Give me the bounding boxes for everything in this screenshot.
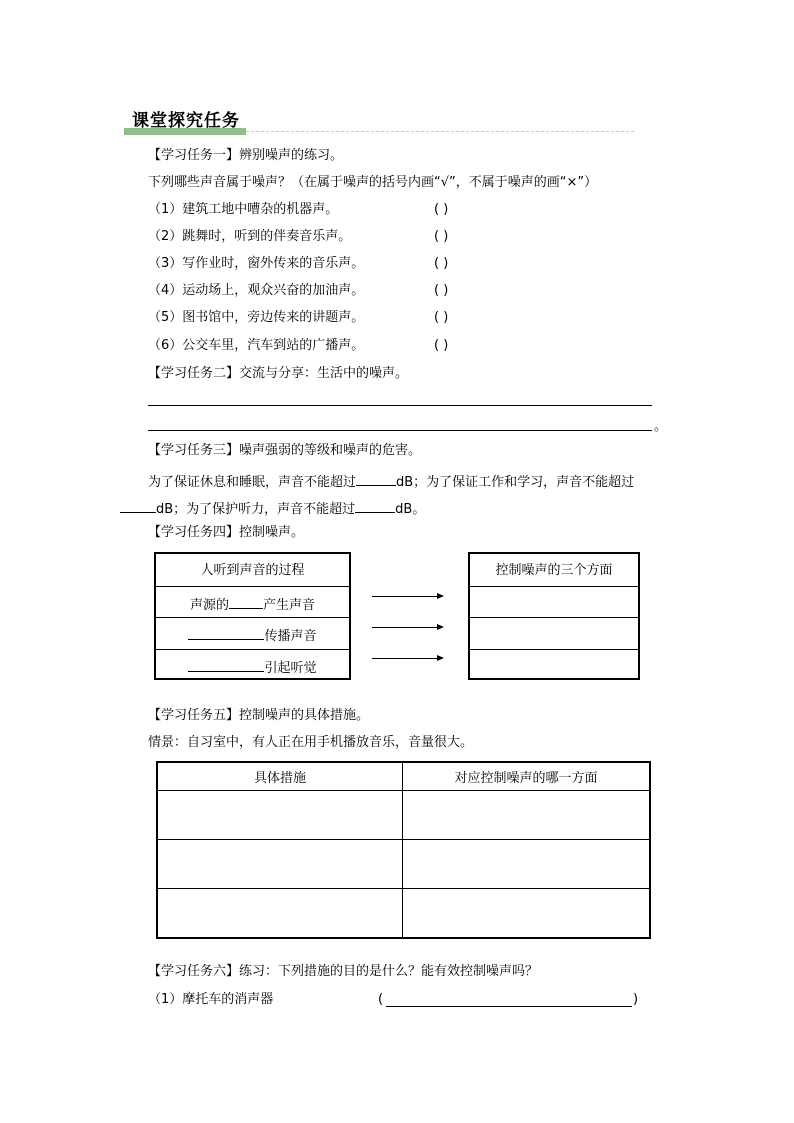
measure-cell-3[interactable] — [157, 888, 403, 938]
task3-text-unit: dB。 — [395, 502, 426, 517]
task1-question: 下列哪些声音属于噪声？（在属于噪声的括号内画“√”，不属于噪声的画“×”） — [148, 175, 598, 190]
measure-cell-1[interactable] — [157, 790, 403, 839]
task1-answer-paren-4[interactable]: ( ) — [434, 283, 449, 298]
task6-paren-close: ) — [633, 992, 639, 1007]
measures-table — [156, 761, 651, 939]
table-divider — [470, 586, 638, 587]
task1-answer-paren-2[interactable]: ( ) — [434, 229, 449, 244]
arrow-right — [372, 596, 442, 597]
task3-blank-work[interactable] — [120, 498, 156, 513]
hearing-process-header: 人听到声音的过程 — [200, 563, 305, 578]
row-ear-blank[interactable] — [188, 657, 264, 672]
noise-control-aspects-table — [468, 552, 640, 680]
section-title-divider — [246, 131, 634, 132]
noise-control-aspects-header: 控制噪声的三个方面 — [495, 563, 613, 578]
aspect-cell-3[interactable] — [403, 888, 651, 938]
task1-answer-paren-1[interactable]: ( ) — [434, 202, 449, 217]
task2-heading: 【学习任务二】交流与分享：生活中的噪声。 — [148, 366, 409, 381]
hearing-process-row-ear — [156, 657, 349, 678]
row-medium-text: 传播声音 — [264, 629, 317, 644]
task3-blank-hearing[interactable] — [355, 498, 395, 513]
measure-cell-2[interactable] — [157, 839, 403, 888]
hearing-process-row-source — [156, 594, 349, 615]
table-divider — [470, 617, 638, 618]
hearing-process-row-medium — [156, 625, 349, 646]
task1-item-1: （1）建筑工地中嘈杂的机器声。 — [148, 202, 339, 217]
task1-heading: 【学习任务一】辨别噪声的练习。 — [148, 148, 344, 163]
task1-item-3: （3）写作业时，窗外传来的音乐声。 — [148, 256, 365, 271]
task3-heading: 【学习任务三】噪声强弱的等级和噪声的危害。 — [148, 443, 422, 458]
section-title: 课堂探究任务 — [132, 111, 240, 131]
row-source-text: 声源的 — [189, 598, 229, 613]
table-divider — [156, 586, 349, 587]
task1-item-2: （2）跳舞时，听到的伴奏音乐声。 — [148, 229, 352, 244]
task3-text-work: dB；为了保证工作和学习，声音不能超过 — [396, 475, 635, 490]
aspect-col-header: 对应控制噪声的哪一方面 — [403, 762, 651, 790]
task2-answer-line-1[interactable] — [148, 405, 652, 406]
task5-scenario: 情景：自习室中，有人正在用手机播放音乐，音量很大。 — [148, 735, 474, 750]
aspect-cell-1[interactable] — [403, 790, 651, 839]
task2-end-mark: 。 — [654, 419, 668, 434]
table-divider — [156, 649, 349, 650]
task3-text-hearing: dB；为了保护听力，声音不能超过 — [156, 502, 356, 517]
task6-answer-line-1[interactable] — [386, 1006, 632, 1007]
task3-line-2 — [120, 498, 425, 519]
measures-col-header: 具体措施 — [157, 762, 403, 790]
hearing-process-table — [154, 552, 351, 680]
table-divider — [156, 617, 349, 618]
task6-item-1: （1）摩托车的消声器 — [148, 992, 274, 1007]
task1-answer-paren-3[interactable]: ( ) — [434, 256, 449, 271]
task2-answer-line-2[interactable] — [148, 430, 652, 431]
task1-item-5: （5）图书馆中，旁边传来的讲题声。 — [148, 310, 365, 325]
row-ear-text: 引起听觉 — [264, 661, 317, 676]
task1-answer-paren-5[interactable]: ( ) — [434, 310, 449, 325]
task1-item-4: （4）运动场上，观众兴奋的加油声。 — [148, 283, 365, 298]
task4-heading: 【学习任务四】控制噪声。 — [148, 525, 305, 540]
row-source-blank[interactable] — [229, 594, 263, 609]
row-medium-blank[interactable] — [188, 625, 264, 640]
table-divider — [470, 649, 638, 650]
row-source-text-end: 产生声音 — [263, 598, 316, 613]
arrow-right — [372, 627, 442, 628]
task5-heading: 【学习任务五】控制噪声的具体措施。 — [148, 708, 370, 723]
task6-heading: 【学习任务六】练习：下列措施的目的是什么？能有效控制噪声吗？ — [148, 964, 539, 979]
task1-answer-paren-6[interactable]: ( ) — [434, 338, 449, 353]
task3-text-sleep: 为了保证休息和睡眠，声音不能超过 — [148, 475, 357, 490]
task6-paren-open: ( — [378, 992, 384, 1007]
task3-blank-sleep[interactable] — [356, 471, 396, 486]
task3-line-1 — [148, 471, 634, 492]
task1-item-6: （6）公交车里，汽车到站的广播声。 — [148, 338, 365, 353]
arrow-right — [372, 658, 442, 659]
aspect-cell-2[interactable] — [403, 839, 651, 888]
